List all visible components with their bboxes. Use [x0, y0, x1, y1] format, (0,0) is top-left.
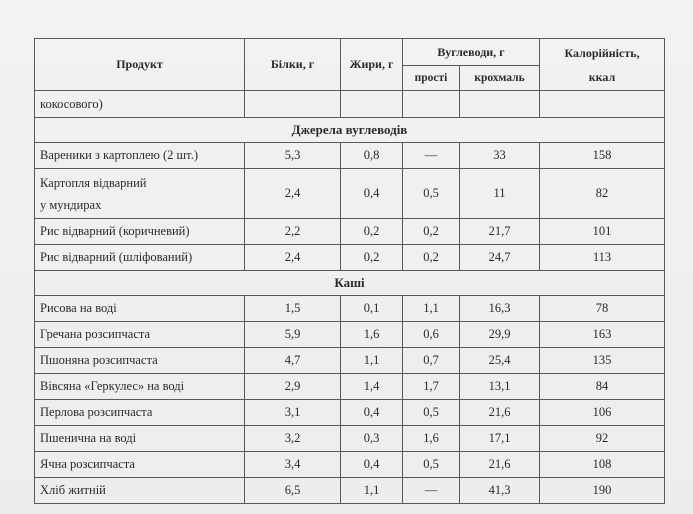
cell-name: Ячна розсипчаста: [35, 452, 245, 478]
cell-starch: 13,1: [460, 374, 540, 400]
cell-name: Перлова розсипчаста: [35, 400, 245, 426]
table-row: [35, 478, 665, 504]
cell-starch: 29,9: [460, 322, 540, 348]
header-product: Продукт: [35, 39, 245, 91]
cell-fat: 0,3: [341, 426, 403, 452]
header-calories-line2: ккал: [588, 69, 616, 84]
cell-starch: 21,7: [460, 219, 540, 245]
cell-simple: —: [403, 478, 460, 504]
table-row: [35, 400, 665, 426]
cell-protein: 5,3: [245, 143, 341, 169]
cell-name: Гречана розсипчаста: [35, 322, 245, 348]
cell-name-line1: Картопля відварний: [40, 175, 147, 190]
cell-fat: 0,4: [341, 169, 403, 219]
cell-kcal: 158: [540, 143, 665, 169]
cell-protein: 3,4: [245, 452, 341, 478]
cell-fat: 0,8: [341, 143, 403, 169]
cell-kcal: 135: [540, 348, 665, 374]
cell-name: Хліб житній: [35, 478, 245, 504]
cell-simple: 1,1: [403, 296, 460, 322]
cell-protein: 6,5: [245, 478, 341, 504]
cell-name: [35, 169, 245, 219]
cell-fat: 1,1: [341, 348, 403, 374]
table-row: [35, 426, 665, 452]
cell-protein: 5,9: [245, 322, 341, 348]
cell-kcal: 84: [540, 374, 665, 400]
cell-kcal: 163: [540, 322, 665, 348]
cell-name: Вареники з картоплею (2 шт.): [35, 143, 245, 169]
cell-starch: 33: [460, 143, 540, 169]
cell-name: Пшенична на воді: [35, 426, 245, 452]
cell-protein: 4,7: [245, 348, 341, 374]
cell-name: кокосового): [35, 91, 245, 118]
cell-starch: 24,7: [460, 245, 540, 271]
cell-kcal: 190: [540, 478, 665, 504]
cell-protein: 3,2: [245, 426, 341, 452]
section-title: Каші: [35, 271, 665, 296]
nutrition-table: [34, 38, 665, 504]
cell-kcal: 113: [540, 245, 665, 271]
cell-protein: 2,2: [245, 219, 341, 245]
cell-kcal: 108: [540, 452, 665, 478]
cell-fat: 0,4: [341, 400, 403, 426]
cell-simple: 0,2: [403, 219, 460, 245]
cell-starch: 17,1: [460, 426, 540, 452]
cell-empty: [341, 91, 403, 118]
table-row: [35, 219, 665, 245]
cell-empty: [245, 91, 341, 118]
cell-kcal: 101: [540, 219, 665, 245]
cell-name: Рисова на воді: [35, 296, 245, 322]
header-carbs: Вуглеводи, г: [403, 39, 540, 66]
cell-simple: 1,6: [403, 426, 460, 452]
table-row: [35, 169, 665, 219]
cell-name-line2: у мундирах: [40, 197, 102, 212]
cell-name: Рис відварний (шліфований): [35, 245, 245, 271]
cell-simple: 0,5: [403, 169, 460, 219]
section-title: Джерела вуглеводів: [35, 118, 665, 143]
header-fat: Жири, г: [341, 39, 403, 91]
cell-kcal: 82: [540, 169, 665, 219]
cell-empty: [460, 91, 540, 118]
cell-name: Пшоняна розсипчаста: [35, 348, 245, 374]
cell-simple: 0,6: [403, 322, 460, 348]
table-row: [35, 245, 665, 271]
cell-simple: 0,5: [403, 452, 460, 478]
cell-protein: 2,4: [245, 245, 341, 271]
cell-protein: 2,9: [245, 374, 341, 400]
cell-kcal: 92: [540, 426, 665, 452]
cell-fat: 0,1: [341, 296, 403, 322]
cell-empty: [403, 91, 460, 118]
cell-name: Рис відварний (коричневий): [35, 219, 245, 245]
table-row: [35, 322, 665, 348]
cell-simple: 0,2: [403, 245, 460, 271]
table-row: [35, 452, 665, 478]
cell-fat: 0,2: [341, 219, 403, 245]
header-row-top: [35, 39, 665, 66]
cell-protein: 3,1: [245, 400, 341, 426]
cell-fat: 1,1: [341, 478, 403, 504]
cell-simple: —: [403, 143, 460, 169]
cell-starch: 41,3: [460, 478, 540, 504]
cell-simple: 1,7: [403, 374, 460, 400]
cell-empty: [540, 91, 665, 118]
header-calories-line1: Калорійність,: [564, 45, 640, 60]
header-carbs-simple: прості: [403, 66, 460, 91]
cell-kcal: 78: [540, 296, 665, 322]
cell-fat: 0,2: [341, 245, 403, 271]
cell-protein: 2,4: [245, 169, 341, 219]
cell-starch: 11: [460, 169, 540, 219]
section-row: [35, 118, 665, 143]
cell-name: Вівсяна «Геркулес» на воді: [35, 374, 245, 400]
cell-fat: 1,6: [341, 322, 403, 348]
cell-simple: 0,7: [403, 348, 460, 374]
cell-fat: 1,4: [341, 374, 403, 400]
table-row: [35, 374, 665, 400]
header-carbs-starch: крохмаль: [460, 66, 540, 91]
table-row: [35, 143, 665, 169]
cell-kcal: 106: [540, 400, 665, 426]
section-row: [35, 271, 665, 296]
table-row-continued: [35, 91, 665, 118]
cell-simple: 0,5: [403, 400, 460, 426]
cell-starch: 16,3: [460, 296, 540, 322]
cell-starch: 21,6: [460, 452, 540, 478]
table-row: [35, 296, 665, 322]
cell-protein: 1,5: [245, 296, 341, 322]
cell-starch: 25,4: [460, 348, 540, 374]
cell-fat: 0,4: [341, 452, 403, 478]
header-calories: [540, 39, 665, 91]
table-row: [35, 348, 665, 374]
header-protein: Білки, г: [245, 39, 341, 91]
cell-starch: 21,6: [460, 400, 540, 426]
